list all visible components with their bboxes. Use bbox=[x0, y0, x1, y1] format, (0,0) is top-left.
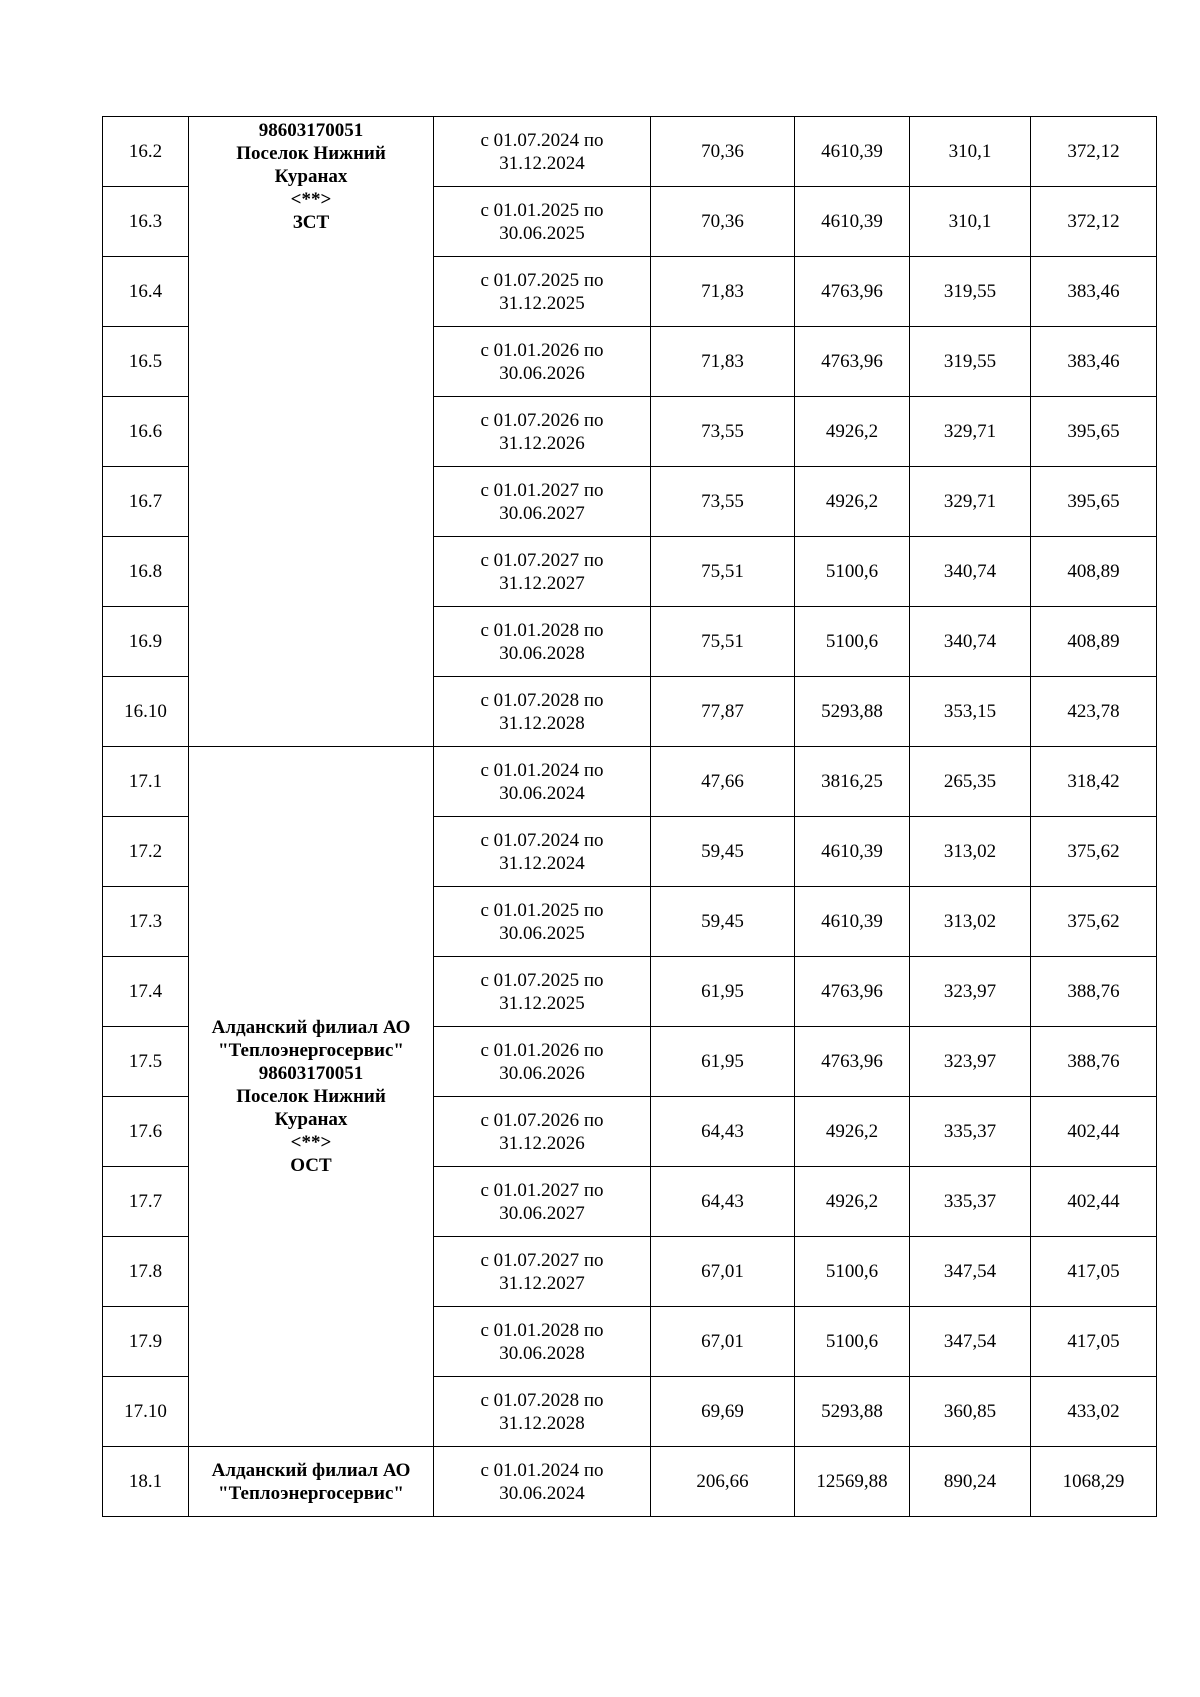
organization-line: <**> bbox=[290, 1132, 332, 1153]
period-line: 30.06.2028 bbox=[499, 642, 585, 664]
value-col-4: 375,62 bbox=[1031, 817, 1157, 887]
value-col-3: 265,35 bbox=[910, 747, 1031, 817]
period-line: с 01.07.2026 по bbox=[480, 1109, 604, 1131]
value-col-1: 206,66 bbox=[651, 1447, 795, 1517]
value-col-1: 73,55 bbox=[651, 467, 795, 537]
value-col-2: 4610,39 bbox=[795, 187, 910, 257]
value-col-3: 313,02 bbox=[910, 887, 1031, 957]
period-line: с 01.01.2026 по bbox=[480, 339, 604, 361]
value-col-2: 4763,96 bbox=[795, 257, 910, 327]
period-line: 30.06.2026 bbox=[499, 362, 585, 384]
period-line: 31.12.2025 bbox=[499, 992, 585, 1014]
row-number: 16.2 bbox=[103, 117, 189, 187]
period-line: 30.06.2028 bbox=[499, 1342, 585, 1364]
organization-line: <**> bbox=[290, 189, 332, 210]
period-line: с 01.07.2028 по bbox=[480, 1389, 604, 1411]
value-col-2: 4763,96 bbox=[795, 327, 910, 397]
period-line: с 01.01.2024 по bbox=[480, 1459, 604, 1481]
organization-line: 98603170051 bbox=[258, 1063, 364, 1084]
tariff-table-body bbox=[103, 117, 1157, 1517]
value-col-3: 323,97 bbox=[910, 957, 1031, 1027]
row-number: 17.2 bbox=[103, 817, 189, 887]
value-col-1: 47,66 bbox=[651, 747, 795, 817]
period-cell bbox=[434, 1097, 651, 1167]
period-line: 31.12.2024 bbox=[499, 852, 585, 874]
value-col-2: 4926,2 bbox=[795, 467, 910, 537]
organization-line: ОСТ bbox=[290, 1155, 332, 1176]
value-col-1: 67,01 bbox=[651, 1307, 795, 1377]
value-col-4: 402,44 bbox=[1031, 1097, 1157, 1167]
table-row bbox=[103, 747, 1157, 817]
period-cell bbox=[434, 467, 651, 537]
value-col-3: 329,71 bbox=[910, 467, 1031, 537]
row-number: 17.6 bbox=[103, 1097, 189, 1167]
value-col-2: 4763,96 bbox=[795, 1027, 910, 1097]
organization-line: 98603170051 bbox=[258, 120, 364, 141]
period-line: 31.12.2027 bbox=[499, 572, 585, 594]
period-line: 30.06.2025 bbox=[499, 222, 585, 244]
period-cell bbox=[434, 817, 651, 887]
value-col-3: 353,15 bbox=[910, 677, 1031, 747]
value-col-4: 1068,29 bbox=[1031, 1447, 1157, 1517]
organization-line: Алданский филиал АО bbox=[211, 1459, 411, 1481]
row-number: 16.6 bbox=[103, 397, 189, 467]
period-cell bbox=[434, 1307, 651, 1377]
table-row bbox=[103, 117, 1157, 187]
period-line: с 01.07.2026 по bbox=[480, 409, 604, 431]
period-cell bbox=[434, 677, 651, 747]
value-col-4: 395,65 bbox=[1031, 397, 1157, 467]
period-cell bbox=[434, 887, 651, 957]
period-line: с 01.07.2027 по bbox=[480, 1249, 604, 1271]
organization-line: Поселок Нижний bbox=[236, 1086, 386, 1107]
value-col-2: 5293,88 bbox=[795, 1377, 910, 1447]
value-col-2: 3816,25 bbox=[795, 747, 910, 817]
value-col-4: 433,02 bbox=[1031, 1377, 1157, 1447]
value-col-4: 408,89 bbox=[1031, 537, 1157, 607]
period-cell bbox=[434, 397, 651, 467]
period-line: с 01.01.2028 по bbox=[480, 1319, 604, 1341]
organization-cell bbox=[189, 1447, 434, 1517]
period-line: 31.12.2027 bbox=[499, 1272, 585, 1294]
row-number: 17.8 bbox=[103, 1237, 189, 1307]
value-col-2: 4610,39 bbox=[795, 887, 910, 957]
organization-line: Алданский филиал АО bbox=[211, 1017, 411, 1038]
value-col-1: 67,01 bbox=[651, 1237, 795, 1307]
organization-line: "Теплоэнергосервис" bbox=[218, 1040, 404, 1061]
value-col-3: 323,97 bbox=[910, 1027, 1031, 1097]
value-col-1: 59,45 bbox=[651, 887, 795, 957]
value-col-4: 423,78 bbox=[1031, 677, 1157, 747]
value-col-4: 388,76 bbox=[1031, 1027, 1157, 1097]
period-line: 30.06.2025 bbox=[499, 922, 585, 944]
value-col-2: 12569,88 bbox=[795, 1447, 910, 1517]
period-line: с 01.07.2024 по bbox=[480, 829, 604, 851]
value-col-3: 340,74 bbox=[910, 607, 1031, 677]
row-number: 16.4 bbox=[103, 257, 189, 327]
period-cell bbox=[434, 257, 651, 327]
period-line: с 01.07.2025 по bbox=[480, 969, 604, 991]
row-number: 16.10 bbox=[103, 677, 189, 747]
value-col-2: 5100,6 bbox=[795, 537, 910, 607]
value-col-1: 75,51 bbox=[651, 607, 795, 677]
row-number: 17.5 bbox=[103, 1027, 189, 1097]
value-col-1: 64,43 bbox=[651, 1167, 795, 1237]
period-line: 30.06.2024 bbox=[499, 1482, 585, 1504]
value-col-1: 61,95 bbox=[651, 1027, 795, 1097]
period-line: 30.06.2026 bbox=[499, 1062, 585, 1084]
value-col-3: 319,55 bbox=[910, 327, 1031, 397]
value-col-1: 64,43 bbox=[651, 1097, 795, 1167]
period-cell bbox=[434, 187, 651, 257]
period-line: с 01.01.2028 по bbox=[480, 619, 604, 641]
value-col-4: 383,46 bbox=[1031, 257, 1157, 327]
value-col-4: 417,05 bbox=[1031, 1237, 1157, 1307]
value-col-1: 69,69 bbox=[651, 1377, 795, 1447]
period-line: с 01.01.2025 по bbox=[480, 199, 604, 221]
value-col-4: 375,62 bbox=[1031, 887, 1157, 957]
organization-line: Куранах bbox=[274, 166, 348, 187]
row-number: 17.10 bbox=[103, 1377, 189, 1447]
period-line: 31.12.2028 bbox=[499, 712, 585, 734]
value-col-3: 310,1 bbox=[910, 117, 1031, 187]
value-col-4: 372,12 bbox=[1031, 117, 1157, 187]
value-col-1: 61,95 bbox=[651, 957, 795, 1027]
row-number: 17.7 bbox=[103, 1167, 189, 1237]
value-col-2: 4763,96 bbox=[795, 957, 910, 1027]
row-number: 17.1 bbox=[103, 747, 189, 817]
value-col-2: 5100,6 bbox=[795, 1237, 910, 1307]
value-col-4: 417,05 bbox=[1031, 1307, 1157, 1377]
value-col-3: 310,1 bbox=[910, 187, 1031, 257]
value-col-3: 335,37 bbox=[910, 1097, 1031, 1167]
value-col-1: 70,36 bbox=[651, 117, 795, 187]
period-line: с 01.01.2027 по bbox=[480, 479, 604, 501]
value-col-3: 360,85 bbox=[910, 1377, 1031, 1447]
value-col-3: 890,24 bbox=[910, 1447, 1031, 1517]
value-col-1: 59,45 bbox=[651, 817, 795, 887]
value-col-4: 408,89 bbox=[1031, 607, 1157, 677]
organization-line: "Теплоэнергосервис" bbox=[218, 1482, 404, 1504]
period-cell bbox=[434, 957, 651, 1027]
value-col-2: 4610,39 bbox=[795, 817, 910, 887]
period-line: с 01.07.2025 по bbox=[480, 269, 604, 291]
value-col-2: 4926,2 bbox=[795, 1167, 910, 1237]
row-number: 18.1 bbox=[103, 1447, 189, 1517]
table-row bbox=[103, 1447, 1157, 1517]
period-cell bbox=[434, 327, 651, 397]
period-cell bbox=[434, 537, 651, 607]
row-number: 16.7 bbox=[103, 467, 189, 537]
period-line: 31.12.2026 bbox=[499, 1132, 585, 1154]
value-col-3: 329,71 bbox=[910, 397, 1031, 467]
period-cell bbox=[434, 1377, 651, 1447]
value-col-1: 70,36 bbox=[651, 187, 795, 257]
row-number: 16.9 bbox=[103, 607, 189, 677]
value-col-2: 4926,2 bbox=[795, 1097, 910, 1167]
period-line: 31.12.2024 bbox=[499, 152, 585, 174]
value-col-3: 313,02 bbox=[910, 817, 1031, 887]
period-cell bbox=[434, 117, 651, 187]
organization-line: ЗСТ bbox=[292, 212, 330, 233]
organization-cell bbox=[189, 747, 434, 1447]
period-cell bbox=[434, 1027, 651, 1097]
value-col-2: 4926,2 bbox=[795, 397, 910, 467]
value-col-1: 73,55 bbox=[651, 397, 795, 467]
value-col-4: 388,76 bbox=[1031, 957, 1157, 1027]
value-col-3: 340,74 bbox=[910, 537, 1031, 607]
value-col-3: 335,37 bbox=[910, 1167, 1031, 1237]
period-line: с 01.01.2026 по bbox=[480, 1039, 604, 1061]
row-number: 17.4 bbox=[103, 957, 189, 1027]
period-line: 30.06.2027 bbox=[499, 502, 585, 524]
period-cell bbox=[434, 1237, 651, 1307]
period-line: с 01.01.2024 по bbox=[480, 759, 604, 781]
value-col-1: 71,83 bbox=[651, 327, 795, 397]
value-col-2: 5100,6 bbox=[795, 607, 910, 677]
period-line: с 01.01.2025 по bbox=[480, 899, 604, 921]
tariff-table bbox=[102, 116, 1157, 1517]
row-number: 16.8 bbox=[103, 537, 189, 607]
period-cell bbox=[434, 1167, 651, 1237]
period-line: с 01.07.2027 по bbox=[480, 549, 604, 571]
value-col-2: 5293,88 bbox=[795, 677, 910, 747]
value-col-1: 77,87 bbox=[651, 677, 795, 747]
row-number: 17.3 bbox=[103, 887, 189, 957]
period-cell bbox=[434, 607, 651, 677]
organization-line: Куранах bbox=[274, 1109, 348, 1130]
period-line: 30.06.2027 bbox=[499, 1202, 585, 1224]
value-col-4: 383,46 bbox=[1031, 327, 1157, 397]
period-line: с 01.01.2027 по bbox=[480, 1179, 604, 1201]
value-col-4: 395,65 bbox=[1031, 467, 1157, 537]
period-line: с 01.07.2028 по bbox=[480, 689, 604, 711]
value-col-2: 4610,39 bbox=[795, 117, 910, 187]
period-line: 31.12.2028 bbox=[499, 1412, 585, 1434]
value-col-3: 347,54 bbox=[910, 1237, 1031, 1307]
value-col-3: 319,55 bbox=[910, 257, 1031, 327]
value-col-1: 75,51 bbox=[651, 537, 795, 607]
value-col-4: 318,42 bbox=[1031, 747, 1157, 817]
period-line: 30.06.2024 bbox=[499, 782, 585, 804]
row-number: 17.9 bbox=[103, 1307, 189, 1377]
value-col-1: 71,83 bbox=[651, 257, 795, 327]
row-number: 16.5 bbox=[103, 327, 189, 397]
value-col-3: 347,54 bbox=[910, 1307, 1031, 1377]
row-number: 16.3 bbox=[103, 187, 189, 257]
organization-cell bbox=[189, 117, 434, 747]
organization-line: Поселок Нижний bbox=[236, 143, 386, 164]
period-cell bbox=[434, 747, 651, 817]
period-line: 31.12.2026 bbox=[499, 432, 585, 454]
value-col-4: 402,44 bbox=[1031, 1167, 1157, 1237]
period-cell bbox=[434, 1447, 651, 1517]
value-col-2: 5100,6 bbox=[795, 1307, 910, 1377]
period-line: с 01.07.2024 по bbox=[480, 129, 604, 151]
period-line: 31.12.2025 bbox=[499, 292, 585, 314]
value-col-4: 372,12 bbox=[1031, 187, 1157, 257]
